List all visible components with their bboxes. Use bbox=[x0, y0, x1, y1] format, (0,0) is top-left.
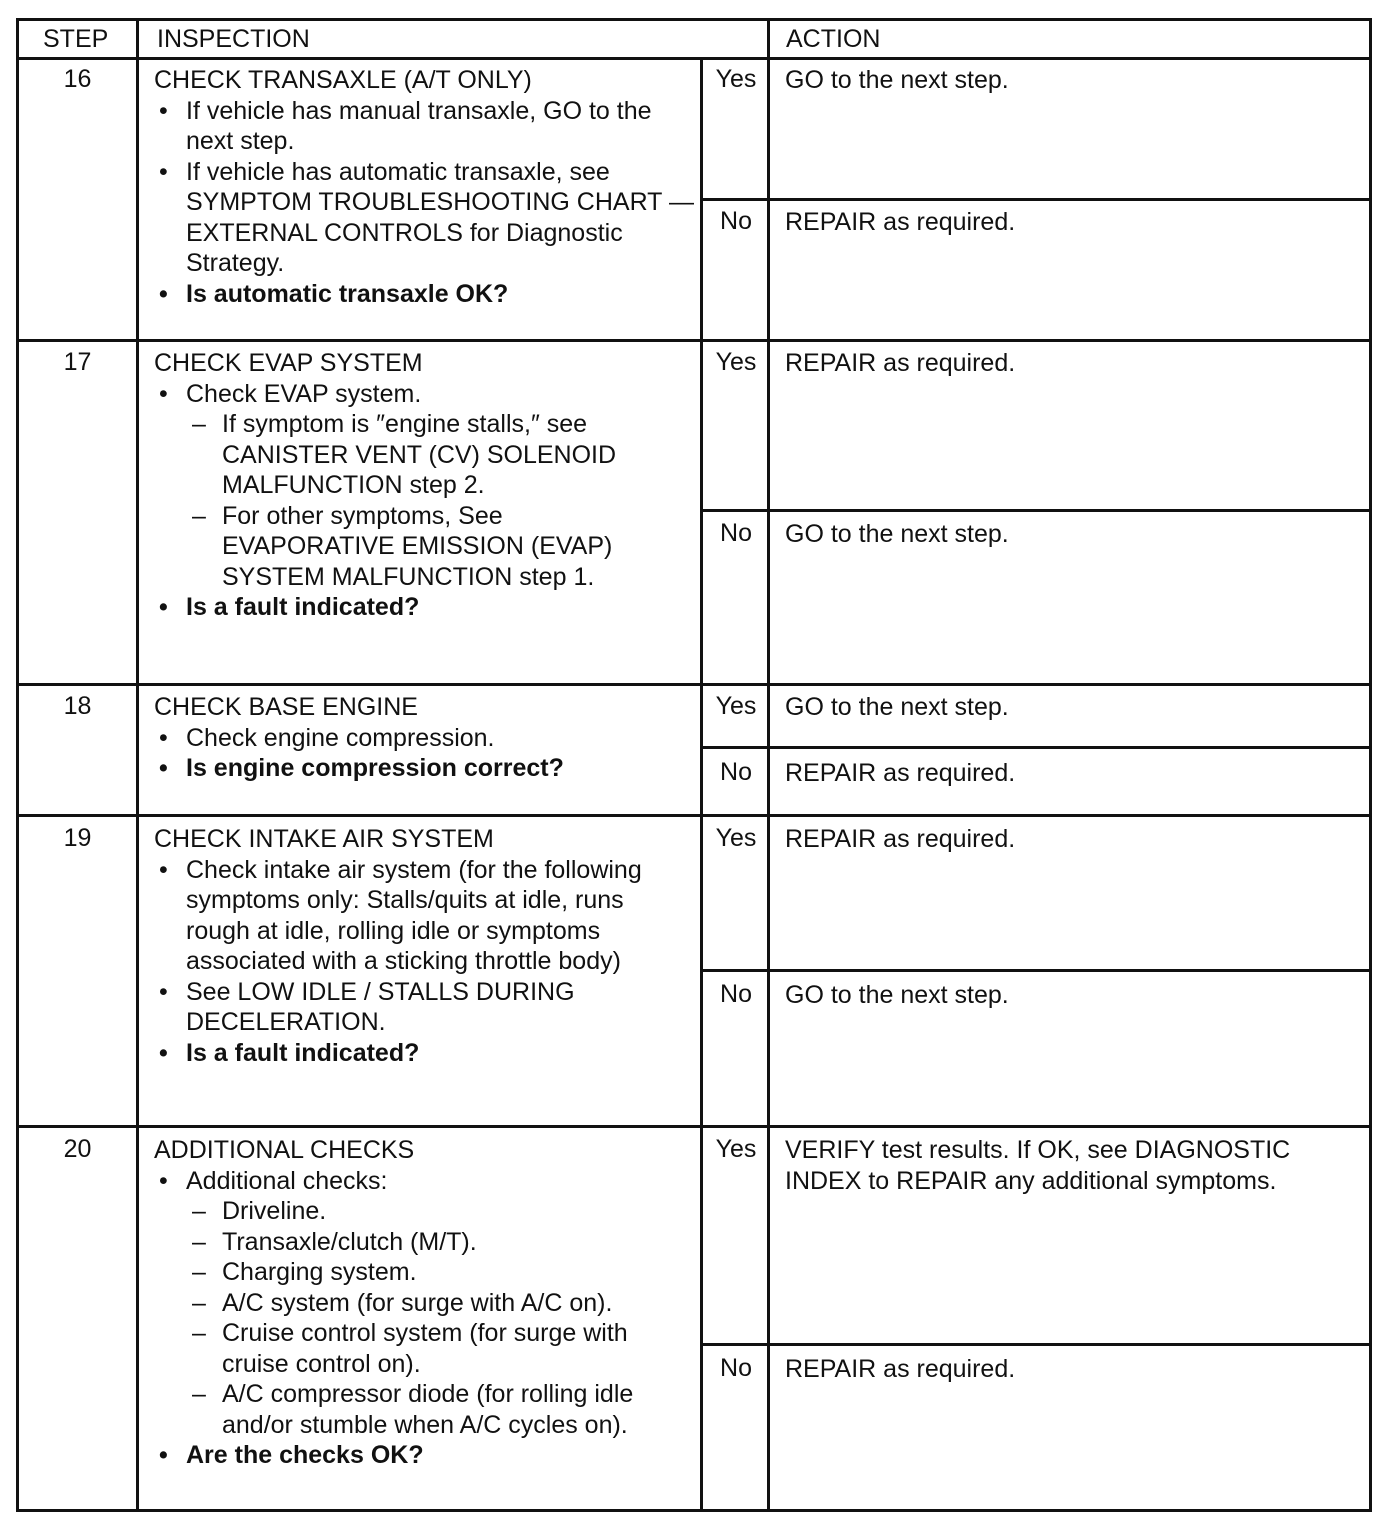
rule-split-19 bbox=[700, 969, 1369, 972]
inspection-cell bbox=[154, 692, 694, 784]
dash-item: – For other symptoms, See EVAPORATIVE EMISSION (EVAP) SYSTEM MALFUNCTION step 1. bbox=[154, 501, 694, 593]
col-rule-step bbox=[136, 21, 139, 1509]
bullet-item: • Check EVAP system. bbox=[154, 379, 694, 410]
header-action: ACTION bbox=[786, 25, 881, 53]
step-title: CHECK INTAKE AIR SYSTEM bbox=[154, 825, 494, 853]
diagnostic-table bbox=[16, 18, 1372, 1512]
step-title: CHECK TRANSAXLE (A/T ONLY) bbox=[154, 66, 532, 94]
header-step: STEP bbox=[43, 25, 109, 53]
step-title: ADDITIONAL CHECKS bbox=[154, 1136, 415, 1164]
no-label: No bbox=[720, 1354, 752, 1382]
bullet-item: • Additional checks: bbox=[154, 1166, 694, 1197]
question-item: • Is a fault indicated? bbox=[154, 1038, 694, 1069]
step-number: 16 bbox=[63, 65, 92, 93]
no-label: No bbox=[720, 758, 752, 786]
no-action: GO to the next step. bbox=[785, 520, 1009, 548]
no-action: REPAIR as required. bbox=[785, 208, 1016, 236]
question-item: • Are the checks OK? bbox=[154, 1440, 694, 1471]
dash-item: – Cruise control system (for surge with cruise control on). bbox=[154, 1318, 694, 1379]
rule-row-18 bbox=[19, 814, 1369, 817]
step-number: 18 bbox=[63, 692, 92, 720]
bullet-item: • If vehicle has automatic transaxle, see SYMPTOM TROUBLESHOOTING CHART — EXTERNAL CONTROLS for Diagnostic Strategy. bbox=[154, 157, 694, 279]
yes-label: Yes bbox=[715, 348, 757, 376]
rule-split-17 bbox=[700, 509, 1369, 512]
bullet-item: • See LOW IDLE / STALLS DURING DECELERATION. bbox=[154, 977, 694, 1038]
inspection-cell bbox=[154, 348, 694, 623]
dash-item: – Driveline. bbox=[154, 1196, 694, 1227]
no-label: No bbox=[720, 519, 752, 547]
no-action: REPAIR as required. bbox=[785, 759, 1016, 787]
inspection-cell bbox=[154, 824, 694, 1068]
bullet-item: • If vehicle has manual transaxle, GO to the next step. bbox=[154, 96, 694, 157]
step-number: 19 bbox=[63, 824, 92, 852]
yes-action: GO to the next step. bbox=[785, 693, 1009, 721]
rule-split-18 bbox=[700, 746, 1369, 749]
rule-header bbox=[19, 57, 1369, 60]
bullet-item: • Check intake air system (for the following symptoms only: Stalls/quits at idle, runs rough at idle, rolling idle or symptoms associated with a sticking throttle body) bbox=[154, 855, 694, 977]
step-title: CHECK BASE ENGINE bbox=[154, 693, 418, 721]
rule-split-16 bbox=[700, 198, 1369, 201]
step-title: CHECK EVAP SYSTEM bbox=[154, 349, 423, 377]
dash-item: – If symptom is ″engine stalls,″ see CANISTER VENT (CV) SOLENOID MALFUNCTION step 2. bbox=[154, 409, 694, 501]
header-inspection: INSPECTION bbox=[157, 25, 310, 53]
no-label: No bbox=[720, 980, 752, 1008]
yes-label: Yes bbox=[715, 1135, 757, 1163]
step-number: 20 bbox=[63, 1135, 92, 1163]
yes-label: Yes bbox=[715, 824, 757, 852]
bullet-item: • Check engine compression. bbox=[154, 723, 694, 754]
no-action: REPAIR as required. bbox=[785, 1355, 1016, 1383]
dash-item: – A/C compressor diode (for rolling idle and/or stumble when A/C cycles on). bbox=[154, 1379, 694, 1440]
yes-action: VERIFY test results. If OK, see DIAGNOSTIC INDEX to REPAIR any additional symptoms. bbox=[785, 1136, 1291, 1195]
no-label: No bbox=[720, 207, 752, 235]
rule-row-16 bbox=[19, 339, 1369, 342]
question-item: • Is a fault indicated? bbox=[154, 592, 694, 623]
yes-action: REPAIR as required. bbox=[785, 825, 1016, 853]
rule-split-20 bbox=[700, 1343, 1369, 1346]
inspection-cell bbox=[154, 1135, 694, 1471]
question-item: • Is engine compression correct? bbox=[154, 753, 694, 784]
question-item: • Is automatic transaxle OK? bbox=[154, 279, 694, 310]
dash-item: – A/C system (for surge with A/C on). bbox=[154, 1288, 694, 1319]
step-number: 17 bbox=[63, 348, 92, 376]
yes-label: Yes bbox=[715, 692, 757, 720]
no-action: GO to the next step. bbox=[785, 981, 1009, 1009]
rule-row-19 bbox=[19, 1125, 1369, 1128]
rule-row-17 bbox=[19, 683, 1369, 686]
dash-item: – Charging system. bbox=[154, 1257, 694, 1288]
yes-label: Yes bbox=[715, 65, 757, 93]
yes-action: REPAIR as required. bbox=[785, 349, 1016, 377]
inspection-cell bbox=[154, 65, 694, 309]
dash-item: – Transaxle/clutch (M/T). bbox=[154, 1227, 694, 1258]
yes-action: GO to the next step. bbox=[785, 66, 1009, 94]
